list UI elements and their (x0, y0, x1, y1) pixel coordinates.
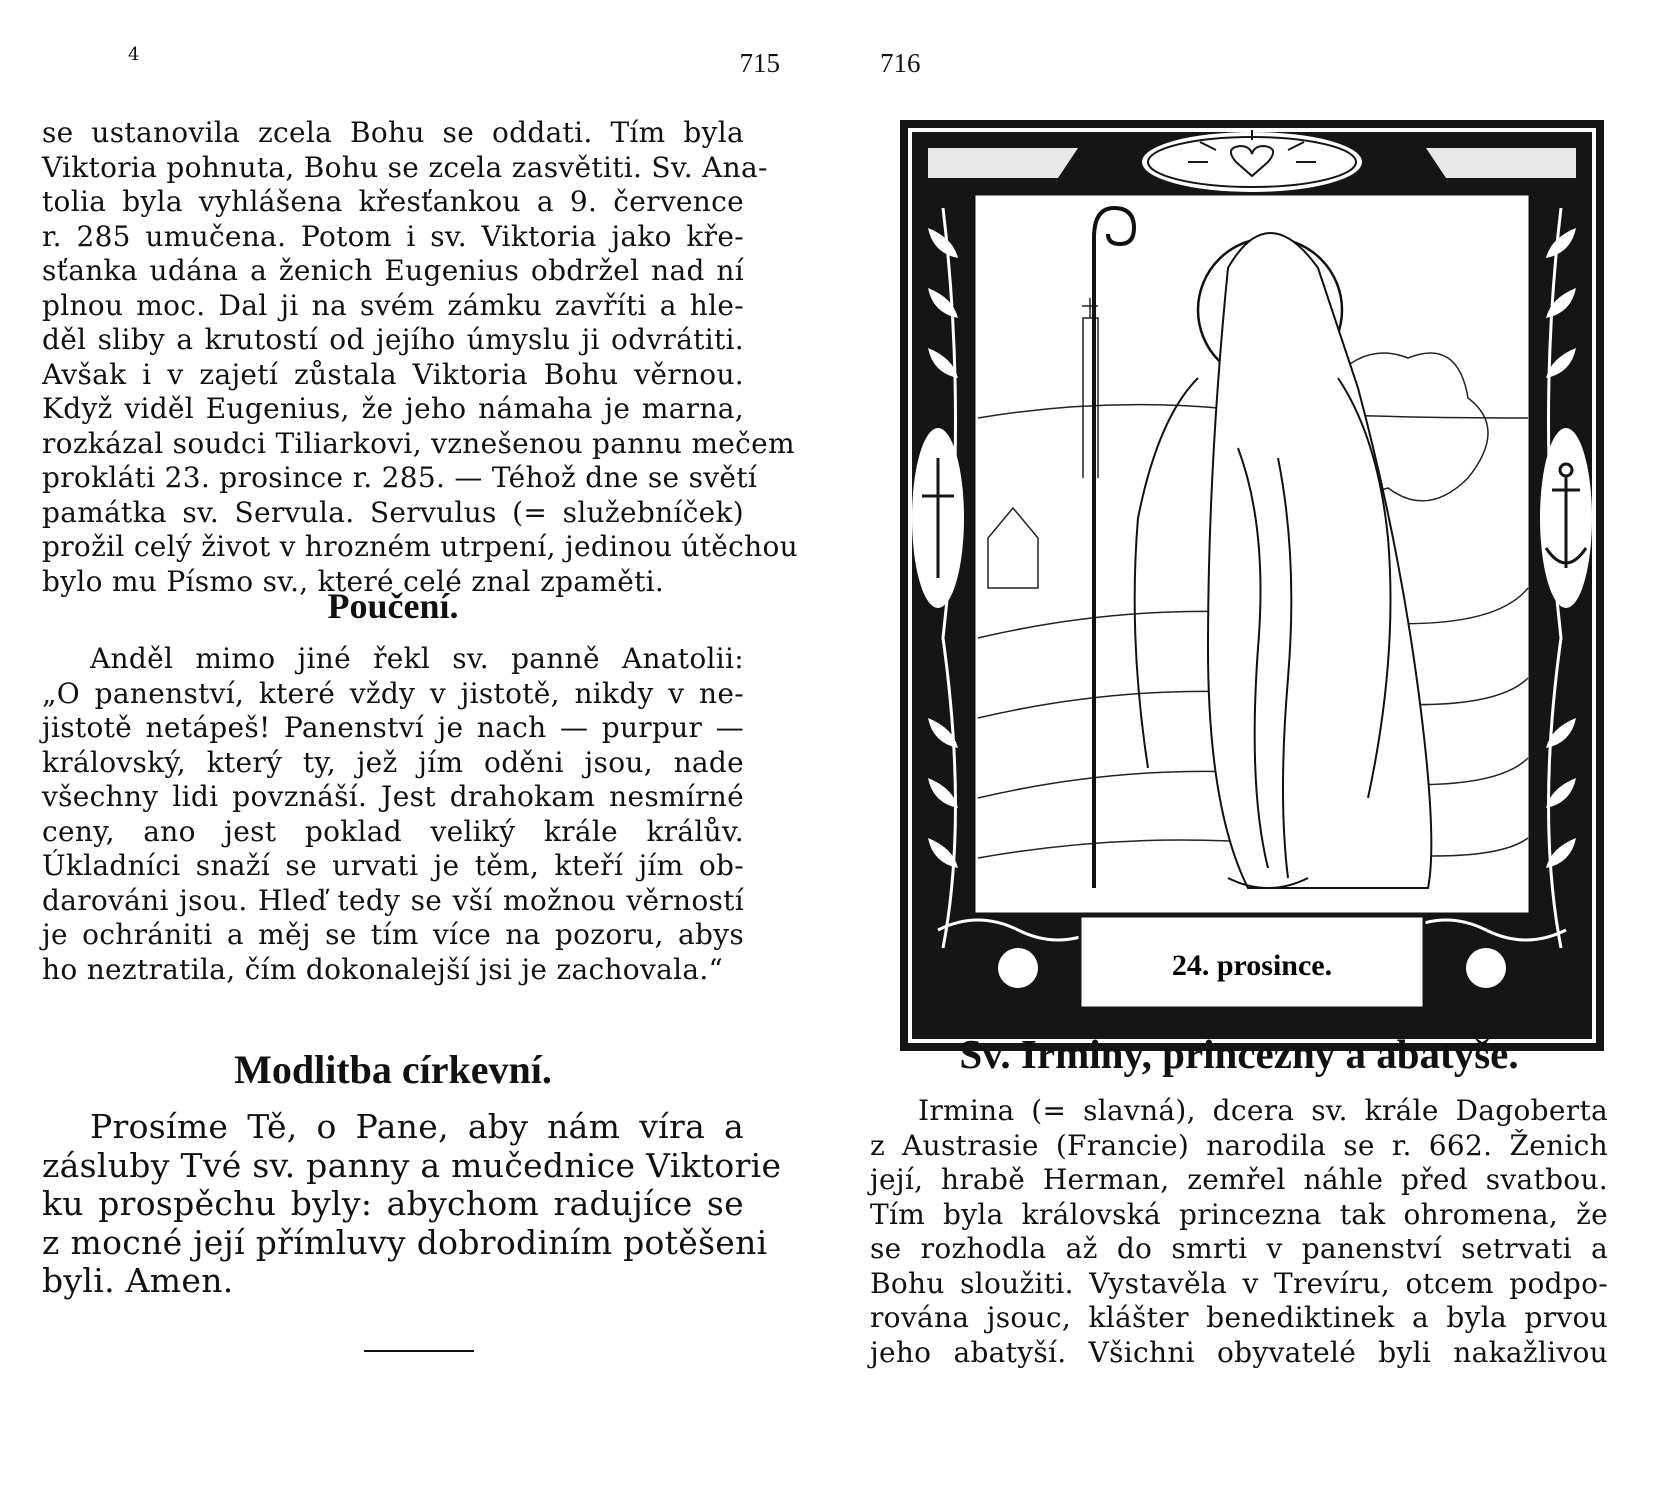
text-line: prožil celý život v hrozném utrpení, jedinou útěchou (42, 530, 798, 563)
paragraph-pouceni (42, 642, 744, 987)
saint-engraving (898, 118, 1606, 1053)
text-line: darováni jsou. Hleď tedy se vší možnou věrností (42, 883, 744, 917)
text-line: památka sv. Servula. Servulus (= služebníček) (42, 495, 744, 529)
text-line: Prosíme Tě, o Pane, aby nám víra a (90, 1107, 744, 1146)
heading-irmina: Sv. Irminy, princezny a abatyše. (959, 1031, 1519, 1077)
paragraph-irmina (870, 1094, 1608, 1370)
text-line: sťanka udána a ženich Eugenius obdržel nad ní (42, 254, 744, 287)
text-line: ho neztratila, čím dokonalejší jsi je zachovala.“ (42, 952, 724, 986)
text-line: rozkázal soudci Tiliarkovi, vznešenou pannu mečem (42, 426, 795, 460)
text-line: byli. Amen. (42, 1261, 234, 1300)
text-line: Bohu sloužiti. Vystavěla v Trevíru, otcem podpo- (870, 1266, 1608, 1300)
text-line: z mocné její přímluvy dobrodiním potěšeni (42, 1222, 768, 1262)
text-line: Když viděl Eugenius, že jeho námaha je marna, (42, 392, 744, 425)
text-line: je ochrániti a měj se tím více na pozoru, abys (42, 918, 744, 951)
text-line: Viktoria pohnuta, Bohu se zcela zasvětiti. Sv. Ana- (42, 150, 768, 184)
image-caption: 24. prosince. (1171, 949, 1333, 982)
text-line: zásluby Tvé sv. panny a mučednice Viktorie (42, 1145, 782, 1185)
text-line: Avšak i v zajetí zůstala Viktoria Bohu věrnou. (42, 357, 744, 391)
text-line: všechny lidi povznáší. Jest drahokam nesmírné (42, 780, 744, 813)
text-line: bylo mu Písmo sv., které celé znal zpaměti. (42, 564, 665, 598)
text-line: jeho abatyší. Všichni obyvatelé byli nakažlivou (870, 1335, 1608, 1369)
text-line: se ustanovila zcela Bohu se oddati. Tím byla (42, 116, 744, 149)
corner-mark: 4 (128, 44, 140, 65)
text-line: „O panenství, které vždy v jistotě, nikdy v ne- (42, 676, 744, 710)
text-line: Anděl mimo jiné řekl sv. panně Anatolii: (90, 642, 744, 675)
text-line: plnou moc. Dal ji na svém zámku zavříti a hle- (42, 288, 744, 322)
text-line: jistotě netápeš! Panenství je nach — purpur — (42, 711, 744, 744)
end-rule (364, 1350, 474, 1352)
text-line: z Austrasie (Francie) narodila se r. 662. Ženich (870, 1128, 1608, 1162)
text-line: prokláti 23. prosince r. 285. — Téhož dne se světí (42, 461, 758, 494)
text-line: královský, který ty, jež jím oděni jsou, nade (42, 745, 744, 779)
text-line: Úkladníci snaží se urvati je těm, kteří jím ob- (42, 849, 744, 882)
text-line: tolia byla vyhlášena křesťankou a 9. července (42, 185, 744, 218)
text-line: rována jsouc, klášter benediktinek a byla prvou (870, 1301, 1608, 1334)
text-line: r. 285 umučena. Potom i sv. Viktoria jako kře- (42, 219, 744, 253)
prayer-text (42, 1107, 782, 1301)
paragraph-viktoria (42, 116, 798, 599)
text-line: ku prospěchu byly: abychom radujíce se (42, 1184, 744, 1223)
text-line: Tím byla královská princezna tak ohromena, že (870, 1197, 1608, 1231)
text-line: její, hrabě Herman, zemřel náhle před svatbou. (870, 1163, 1608, 1196)
text-line: se rozhodla až do smrti v panenství setrvati a (870, 1232, 1608, 1265)
page-number-right: 716 (880, 48, 921, 78)
text-line: ceny, ano jest poklad veliký krále králův. (42, 814, 744, 848)
text-line: děl sliby a krutostí od jejího úmyslu ji odvrátiti. (42, 323, 744, 356)
page-number-left: 715 (739, 48, 780, 78)
heading-pouceni: Poučení. (327, 586, 459, 626)
text-line: Irmina (= slavná), dcera sv. krále Dagoberta (918, 1094, 1608, 1127)
heading-modlitba: Modlitba církevní. (234, 1047, 552, 1092)
